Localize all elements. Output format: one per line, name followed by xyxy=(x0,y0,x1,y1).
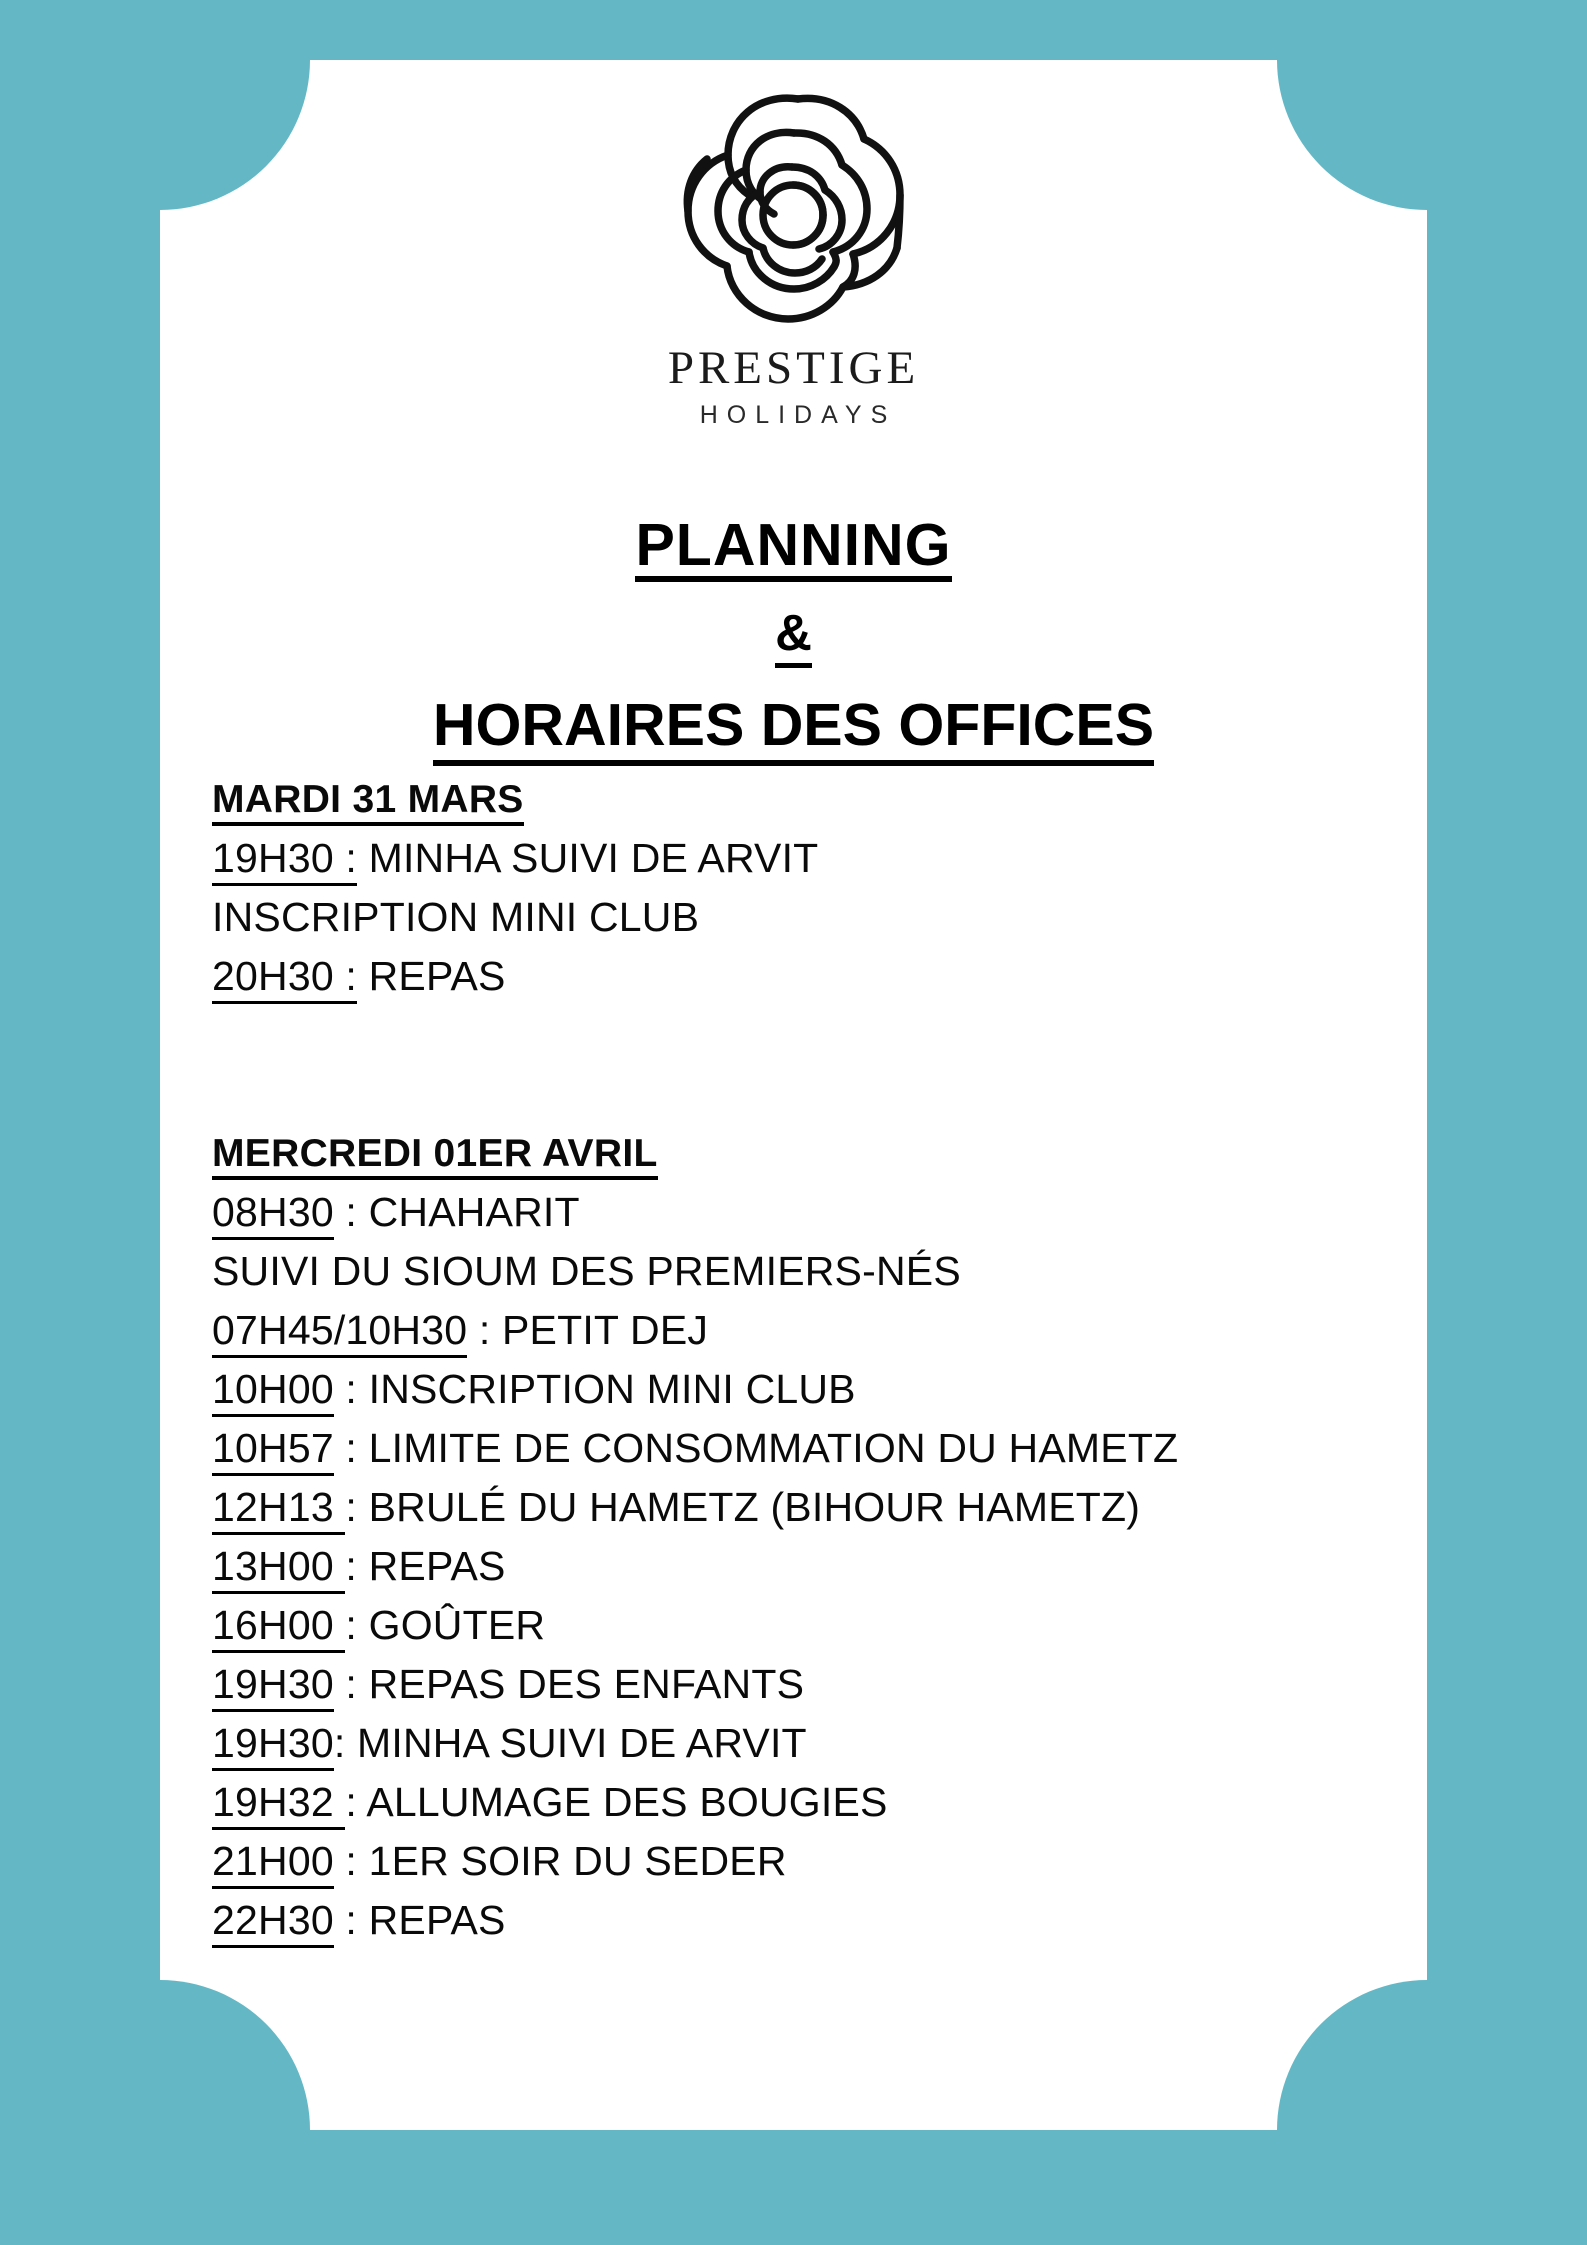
schedule-line-text: : REPAS xyxy=(345,1543,506,1589)
schedule-line-text: : INSCRIPTION MINI CLUB xyxy=(333,1366,856,1412)
day-heading xyxy=(212,770,1412,829)
page-subtitle: HORAIRES DES OFFICES xyxy=(433,691,1154,766)
schedule-line-text: : BRULÉ DU HAMETZ (BIHOUR HAMETZ) xyxy=(345,1484,1141,1530)
schedule-line-text: : GOÛTER xyxy=(345,1602,546,1648)
corner-notch-bottom-right xyxy=(1277,1980,1427,2130)
schedule-line-text: : 1ER SOIR DU SEDER xyxy=(333,1838,787,1884)
schedule-line xyxy=(212,1419,1412,1478)
day-heading-label: MERCREDI 01ER AVRIL xyxy=(212,1132,658,1180)
brand-tagline: HOLIDAYS xyxy=(699,401,897,429)
schedule-line xyxy=(212,947,1412,1006)
schedule-line-text: : REPAS DES ENFANTS xyxy=(333,1661,805,1707)
schedule-line-time: 08H30 xyxy=(212,1189,334,1240)
schedule-line xyxy=(212,829,1412,888)
logo-block xyxy=(160,85,1427,428)
schedule-line-time: 10H00 xyxy=(212,1366,334,1417)
schedule-line xyxy=(212,1714,1412,1773)
schedule-line-time: 19H32 xyxy=(212,1779,345,1830)
schedule-line xyxy=(212,1773,1412,1832)
corner-notch-bottom-left xyxy=(160,1980,310,2130)
schedule-line-text: SUIVI DU SIOUM DES PREMIERS-NÉS xyxy=(212,1248,961,1294)
day-heading-label: MARDI 31 MARS xyxy=(212,778,524,826)
day-section xyxy=(212,1124,1412,1950)
poster-headings xyxy=(160,512,1427,766)
schedule-line-time: 21H00 xyxy=(212,1838,334,1889)
schedule-line-time: 13H00 xyxy=(212,1543,345,1594)
subtitle-row xyxy=(160,691,1427,766)
schedule-line-text: : PETIT DEJ xyxy=(467,1307,709,1353)
schedule-line-time: 10H57 xyxy=(212,1425,334,1476)
schedule-line-text: INSCRIPTION MINI CLUB xyxy=(212,894,700,940)
schedule-line-time: 22H30 xyxy=(212,1897,334,1948)
schedule-line xyxy=(212,1596,1412,1655)
schedule-line-time: 12H13 xyxy=(212,1484,345,1535)
ampersand-row xyxy=(160,603,1427,668)
schedule-line-time: 19H30 : xyxy=(212,835,357,886)
schedule-line xyxy=(212,1478,1412,1537)
main-title-row xyxy=(160,512,1427,582)
schedule-line-time: 16H00 xyxy=(212,1602,345,1653)
schedule-line xyxy=(212,1537,1412,1596)
day-gap xyxy=(212,1006,1412,1124)
schedule-line xyxy=(212,888,1412,947)
schedule-line xyxy=(212,1301,1412,1360)
schedule-line-time: 19H30 xyxy=(212,1720,334,1771)
schedule-line-text: REPAS xyxy=(357,953,506,999)
brand-name: PRESTIGE xyxy=(667,342,920,394)
schedule-line-time: 07H45/10H30 xyxy=(212,1307,467,1358)
schedule-line xyxy=(212,1655,1412,1714)
schedule-line-time: 20H30 : xyxy=(212,953,357,1004)
schedule-line-text: : REPAS xyxy=(333,1897,506,1943)
rose-logo-icon xyxy=(672,85,916,335)
day-section xyxy=(212,770,1412,1006)
schedule-line xyxy=(212,1832,1412,1891)
schedule-line-text: : ALLUMAGE DES BOUGIES xyxy=(345,1779,888,1825)
schedule-line xyxy=(212,1183,1412,1242)
page-title: PLANNING xyxy=(635,515,951,582)
poster-card xyxy=(160,60,1427,2130)
schedule-line-text: MINHA SUIVI DE ARVIT xyxy=(357,835,819,881)
schedule-body xyxy=(212,770,1412,1950)
schedule-line-time: 19H30 xyxy=(212,1661,334,1712)
schedule-line-text: : LIMITE DE CONSOMMATION DU HAMETZ xyxy=(333,1425,1179,1471)
schedule-line xyxy=(212,1360,1412,1419)
schedule-line-text: : MINHA SUIVI DE ARVIT xyxy=(333,1720,807,1766)
schedule-line-text: : CHAHARIT xyxy=(333,1189,580,1235)
day-heading xyxy=(212,1124,1412,1183)
schedule-line xyxy=(212,1891,1412,1950)
ampersand-title: & xyxy=(775,603,812,668)
schedule-line xyxy=(212,1242,1412,1301)
